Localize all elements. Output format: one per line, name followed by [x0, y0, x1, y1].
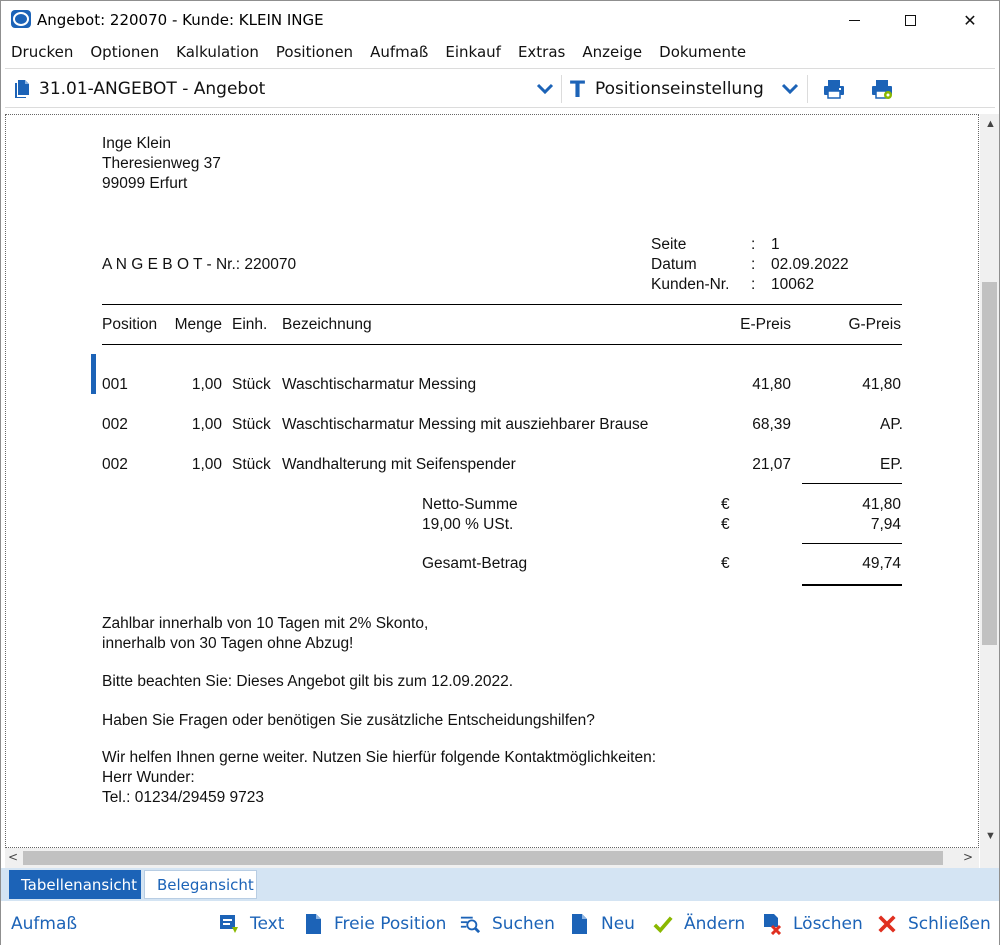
meta-sep: :: [751, 256, 756, 273]
row-gpreis: 41,80: [862, 376, 901, 393]
row-einh: Stück: [232, 456, 271, 473]
meta-label-page: Seite: [651, 236, 687, 253]
text-button[interactable]: Text: [250, 914, 285, 934]
menu-kalkulation[interactable]: Kalkulation: [176, 43, 259, 61]
row-epreis: 41,80: [752, 376, 791, 393]
col-header-bezeichnung: Bezeichnung: [282, 316, 372, 333]
text-t-icon: T: [570, 78, 586, 103]
ust-currency: €: [721, 516, 730, 533]
header-rule-bottom: [102, 344, 902, 345]
meta-sep: :: [751, 236, 756, 253]
total-double-rule: [802, 584, 902, 586]
menu-dokumente[interactable]: Dokumente: [659, 43, 747, 61]
recipient-city: 99099 Erfurt: [102, 175, 188, 192]
contact-intro: Wir helfen Ihnen gerne weiter. Nutzen Sie hierfür folgende Kontaktmöglichkeiten:: [102, 749, 657, 766]
recipient-street: Theresienweg 37: [102, 155, 221, 172]
text-insert-icon[interactable]: [219, 913, 239, 935]
window-title: Angebot: 220070 - Kunde: KLEIN INGE: [37, 11, 324, 29]
row-einh: Stück: [232, 416, 271, 433]
edit-button[interactable]: Ändern: [684, 914, 746, 934]
minimize-button[interactable]: [831, 1, 877, 39]
scroll-up-icon[interactable]: ▲: [985, 118, 996, 130]
scrollbar-corner: [980, 848, 999, 868]
delete-document-icon[interactable]: [762, 913, 782, 935]
scroll-left-icon[interactable]: <: [8, 850, 19, 864]
delete-button[interactable]: Löschen: [793, 914, 863, 934]
meta-sep: :: [751, 276, 756, 293]
menu-einkauf[interactable]: Einkauf: [445, 43, 501, 61]
netto-label: Netto-Summe: [422, 496, 518, 513]
minimize-icon: [849, 20, 860, 21]
action-bar: [1, 903, 999, 945]
horizontal-scroll-thumb[interactable]: [23, 851, 943, 865]
printer-settings-icon[interactable]: [871, 78, 893, 100]
menu-aufmass[interactable]: Aufmaß: [370, 43, 429, 61]
app-logo-icon: [11, 10, 31, 28]
horizontal-scrollbar[interactable]: [5, 848, 979, 868]
total-rule: [802, 543, 902, 544]
col-header-epreis: E-Preis: [740, 316, 791, 333]
toolbar: [5, 68, 995, 108]
document-icon: [15, 80, 29, 98]
row-position: 001: [102, 376, 128, 393]
row-position: 002: [102, 456, 128, 473]
row-gpreis: EP.: [880, 456, 903, 473]
meta-label-customer: Kunden-Nr.: [651, 276, 730, 293]
meta-value-page: 1: [771, 236, 780, 253]
free-position-icon[interactable]: [304, 913, 324, 935]
contact-phone: Tel.: 01234/29459 9723: [102, 789, 265, 806]
row-menge: 1,00: [191, 456, 222, 473]
maximize-icon: [905, 15, 916, 26]
row-menge: 1,00: [191, 376, 222, 393]
new-document-icon[interactable]: [570, 913, 590, 935]
row-epreis: 68,39: [752, 416, 791, 433]
vertical-scrollbar[interactable]: [980, 114, 999, 848]
question-note: Haben Sie Fragen oder benötigen Sie zusätzliche Entscheidungshilfen?: [102, 712, 595, 729]
scroll-right-icon[interactable]: >: [963, 850, 974, 864]
meta-value-date: 02.09.2022: [771, 256, 849, 273]
title-bar: [1, 1, 999, 39]
close-icon[interactable]: [877, 913, 897, 935]
recipient-name: Inge Klein: [102, 135, 171, 152]
document-title: A N G E B O T - Nr.: 220070: [102, 256, 297, 273]
col-header-position: Position: [102, 316, 158, 333]
menu-anzeige[interactable]: Anzeige: [582, 43, 643, 61]
row-epreis: 21,07: [752, 456, 791, 473]
selected-row-marker: [91, 354, 96, 394]
row-bezeichnung: Waschtischarmatur Messing: [282, 376, 477, 393]
payment-terms-line-2: innerhalb von 30 Tagen ohne Abzug!: [102, 635, 354, 652]
header-rule-top: [102, 304, 902, 305]
row-bezeichnung: Waschtischarmatur Messing mit ausziehbarer Brause: [282, 416, 649, 433]
row-einh: Stück: [232, 376, 271, 393]
subtotal-rule: [802, 483, 902, 484]
search-icon[interactable]: [460, 913, 480, 935]
col-header-menge: Menge: [174, 316, 222, 333]
netto-currency: €: [721, 496, 730, 513]
netto-value: 41,80: [862, 496, 901, 513]
printer-icon[interactable]: [823, 78, 845, 100]
menu-bar: [1, 39, 999, 65]
close-button[interactable]: Schließen: [908, 914, 991, 934]
scroll-down-icon[interactable]: ▼: [985, 830, 996, 842]
row-bezeichnung: Wandhalterung mit Seifenspender: [282, 456, 516, 473]
row-gpreis: AP.: [880, 416, 903, 433]
checkmark-icon[interactable]: [653, 913, 673, 935]
close-icon: ✕: [963, 10, 977, 30]
chevron-down-icon[interactable]: [780, 79, 800, 99]
ust-label: 19,00 % USt.: [422, 516, 514, 533]
chevron-down-icon[interactable]: [535, 79, 555, 99]
aufmass-button[interactable]: Aufmaß: [11, 914, 78, 934]
close-window-button[interactable]: [947, 1, 993, 39]
menu-extras[interactable]: Extras: [517, 43, 566, 61]
menu-optionen[interactable]: Optionen: [90, 43, 160, 61]
ust-value: 7,94: [870, 516, 901, 533]
gesamt-value: 49,74: [862, 555, 901, 572]
view-tab-strip: [1, 868, 999, 901]
tab-table-view[interactable]: Tabellenansicht: [9, 870, 141, 899]
tab-document-view[interactable]: Belegansicht: [144, 870, 257, 899]
col-header-gpreis: G-Preis: [848, 316, 901, 333]
free-position-button[interactable]: Freie Position: [334, 914, 447, 934]
vertical-scroll-thumb[interactable]: [982, 282, 997, 645]
gesamt-label: Gesamt-Betrag: [422, 555, 528, 572]
document-preview[interactable]: [5, 114, 979, 848]
row-position: 002: [102, 416, 128, 433]
maximize-button[interactable]: [887, 1, 933, 39]
menu-positionen[interactable]: Positionen: [275, 43, 354, 61]
gesamt-currency: €: [721, 555, 730, 572]
row-menge: 1,00: [191, 416, 222, 433]
search-button[interactable]: Suchen: [492, 914, 555, 934]
validity-note: Bitte beachten Sie: Dieses Angebot gilt bis zum 12.09.2022.: [102, 673, 514, 690]
col-header-einh: Einh.: [232, 316, 268, 333]
new-button[interactable]: Neu: [601, 914, 635, 934]
payment-terms-line-1: Zahlbar innerhalb von 10 Tagen mit 2% Skonto,: [102, 615, 429, 632]
toolbar-divider: [561, 75, 562, 103]
contact-person: Herr Wunder:: [102, 769, 195, 786]
menu-drucken[interactable]: Drucken: [11, 43, 74, 61]
meta-value-customer: 10062: [771, 276, 815, 293]
position-setting-select[interactable]: Positionseinstellung: [595, 79, 764, 99]
meta-label-date: Datum: [651, 256, 697, 273]
document-type-select[interactable]: 31.01-ANGEBOT - Angebot: [39, 79, 266, 99]
toolbar-divider: [807, 75, 808, 103]
